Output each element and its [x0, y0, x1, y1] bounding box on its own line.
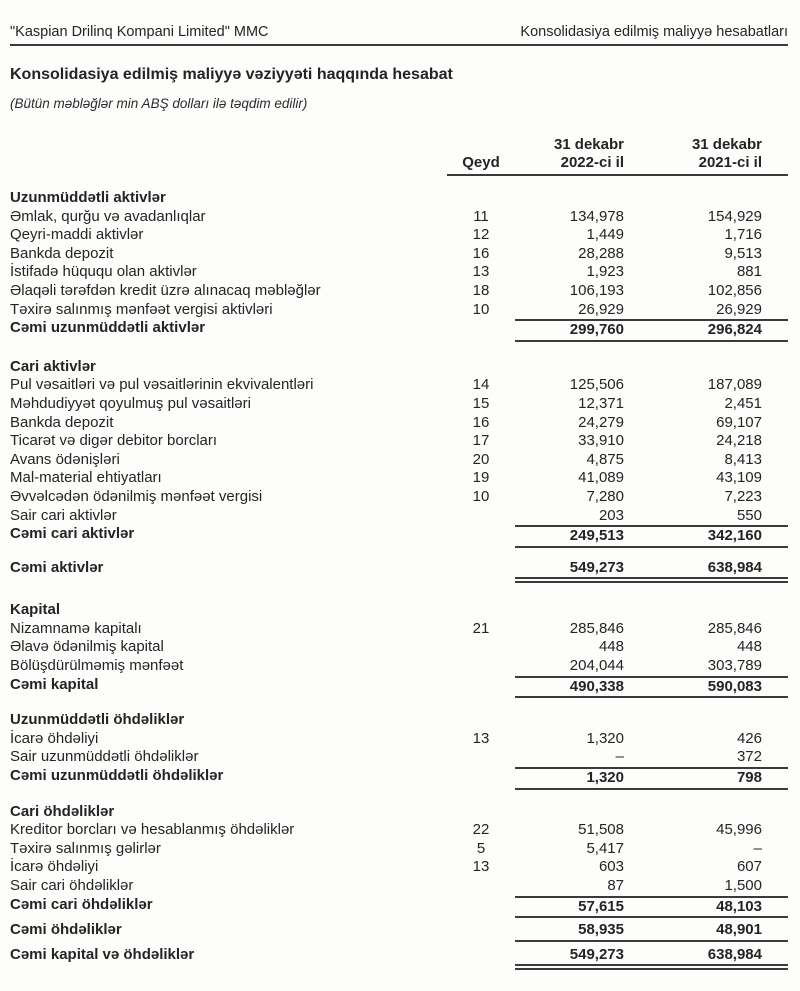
row-value-2022: 249,513 — [569, 527, 624, 545]
row-label: Bankda depozit — [10, 244, 114, 262]
row-values — [515, 676, 788, 699]
row-value-2021: 303,789 — [707, 657, 762, 675]
column-header-2021-line1: 31 dekabr — [691, 136, 762, 153]
section-header-row — [10, 803, 788, 822]
row-value-2022: 490,338 — [569, 677, 624, 695]
row-value-2022: – — [615, 748, 624, 766]
row-value-2021: 881 — [736, 263, 762, 281]
row-label: İcarə öhdəliyi — [10, 858, 99, 876]
row-values — [515, 711, 788, 730]
row-note — [447, 638, 515, 657]
row-value-2021: 1,500 — [724, 877, 762, 894]
row-value-2021: 26,929 — [716, 300, 762, 318]
row-label: Cəmi cari aktivlər — [10, 525, 135, 543]
row-note: 11 — [473, 207, 489, 225]
row-values — [515, 946, 788, 971]
row-note: 16 — [472, 413, 490, 431]
row-values — [515, 488, 788, 507]
row-value-2021: 102,856 — [707, 281, 762, 299]
row-value-2021: 550 — [736, 506, 762, 524]
row-values — [515, 395, 788, 414]
row-values — [515, 877, 788, 896]
report-type-label: Konsolidasiya edilmiş maliyyə hesabatları — [520, 24, 788, 40]
row-note — [447, 748, 515, 767]
row-label: Qeyri-maddi aktivlər — [10, 226, 144, 244]
row-value-2021: 607 — [736, 858, 762, 876]
row-note: 10 — [472, 487, 490, 505]
row-value-2021: 69,107 — [716, 413, 762, 431]
row-label: Nizamnamə kapitalı — [10, 619, 142, 637]
table-section — [10, 358, 788, 548]
row-note: 5 — [476, 839, 486, 857]
table-row — [10, 245, 788, 264]
row-label: Məhdudiyyət qoyulmuş pul vəsaitləri — [10, 394, 251, 412]
row-values — [515, 730, 788, 749]
row-label: Mal-material ehtiyatları — [10, 469, 162, 487]
row-values — [515, 245, 788, 264]
column-header-note: Qeyd — [462, 154, 500, 171]
row-note: 18 — [472, 281, 490, 299]
row-values — [515, 525, 788, 548]
row-note — [447, 601, 515, 620]
column-header-2022-line1: 31 dekabr — [553, 136, 624, 153]
table-row — [10, 432, 788, 451]
row-values — [515, 376, 788, 395]
row-values — [515, 189, 788, 208]
table-section — [10, 189, 788, 342]
row-value-2021: 9,513 — [724, 244, 762, 262]
row-note — [447, 921, 515, 942]
row-value-2022: 26,929 — [578, 300, 624, 318]
table-header-spacer — [10, 136, 447, 176]
table-row — [10, 469, 788, 488]
row-value-2022: 1,923 — [586, 263, 624, 281]
row-values — [515, 821, 788, 840]
row-note — [447, 767, 515, 790]
section-header-row — [10, 711, 788, 730]
page-title: Konsolidasiya edilmiş maliyyə vəziyyəti haqqında hesabat — [10, 66, 453, 83]
row-value-2022 — [515, 358, 652, 377]
table-section — [10, 803, 788, 942]
row-value-2022: 4,875 — [586, 450, 624, 468]
row-values — [515, 414, 788, 433]
row-value-2022: 448 — [598, 638, 624, 656]
row-value-2021: 45,996 — [716, 821, 762, 839]
row-note: 16 — [472, 244, 490, 262]
row-note — [447, 189, 515, 208]
row-label: Cari aktivlər — [10, 357, 96, 375]
row-value-2021: 8,413 — [724, 450, 762, 468]
table-row — [10, 263, 788, 282]
total-row — [10, 559, 788, 584]
row-value-2022: 24,279 — [578, 413, 624, 431]
row-label: Uzunmüddətli öhdəliklər — [10, 711, 185, 729]
row-note: 15 — [472, 394, 490, 412]
row-value-2022: 1,449 — [586, 226, 624, 244]
row-value-2021 — [652, 711, 788, 730]
table-row — [10, 730, 788, 749]
row-value-2021: 154,929 — [707, 207, 762, 225]
table-section — [10, 946, 788, 971]
row-note: 14 — [472, 376, 490, 394]
row-value-2021: 638,984 — [707, 558, 762, 576]
table-row — [10, 451, 788, 470]
table-row — [10, 282, 788, 301]
row-value-2022: 1,320 — [586, 769, 624, 787]
row-value-2022: 41,089 — [578, 469, 624, 487]
row-values — [515, 620, 788, 639]
row-value-2022: 12,371 — [578, 394, 624, 412]
row-label: Əlavə ödənilmiş kapital — [10, 638, 164, 656]
table-row — [10, 226, 788, 245]
total-row — [10, 946, 788, 971]
row-note: 13 — [472, 729, 490, 747]
row-label: İcarə öhdəliyi — [10, 729, 99, 747]
row-label: Pul vəsaitləri və pul vəsaitlərinin ekvivalentləri — [10, 376, 314, 394]
row-values — [515, 451, 788, 470]
table-row — [10, 208, 788, 227]
row-note — [447, 803, 515, 822]
row-values — [515, 767, 788, 790]
row-value-2022: 549,273 — [569, 558, 624, 576]
row-value-2022 — [515, 711, 652, 730]
row-value-2022: 28,288 — [578, 244, 624, 262]
row-note: 19 — [472, 469, 490, 487]
row-value-2021 — [652, 601, 788, 620]
row-value-2021: 590,083 — [707, 677, 762, 695]
row-value-2022: 7,280 — [586, 487, 624, 505]
table-section — [10, 601, 788, 698]
row-label: Cari öhdəliklər — [10, 802, 115, 820]
row-value-2021: 285,846 — [707, 619, 762, 637]
section-header-row — [10, 189, 788, 208]
row-value-2022: 125,506 — [569, 376, 624, 394]
row-values — [515, 638, 788, 657]
row-value-2021: 187,089 — [707, 376, 762, 394]
row-values — [515, 896, 788, 919]
row-note: 10 — [472, 300, 490, 318]
row-values — [515, 469, 788, 488]
row-value-2022 — [515, 189, 652, 208]
row-note: 13 — [472, 263, 490, 281]
row-value-2021 — [652, 803, 788, 822]
row-note — [447, 559, 515, 584]
row-label: Cəmi aktivlər — [10, 558, 104, 576]
row-label: Ticarət və digər debitor borcları — [10, 432, 218, 450]
table-body — [10, 189, 788, 970]
column-header-2022 — [515, 136, 652, 172]
row-label: Sair uzunmüddətli öhdəliklər — [10, 748, 199, 766]
row-value-2022: 106,193 — [569, 281, 624, 299]
table-row — [10, 376, 788, 395]
row-value-2021: 798 — [736, 769, 762, 787]
row-note — [447, 676, 515, 699]
row-note — [447, 896, 515, 919]
row-note — [447, 657, 515, 676]
row-value-2022: 87 — [607, 877, 624, 894]
row-values — [515, 840, 788, 859]
row-values — [515, 208, 788, 227]
row-note: 17 — [472, 432, 490, 450]
row-label: Cəmi kapital — [10, 675, 99, 693]
row-value-2021: 43,109 — [716, 469, 762, 487]
row-label: Kreditor borcları və hesablanmış öhdəliklər — [10, 821, 295, 839]
row-note — [447, 507, 515, 526]
row-note — [447, 946, 515, 971]
section-header-row — [10, 358, 788, 377]
total-row — [10, 319, 788, 342]
row-value-2022: 549,273 — [569, 945, 624, 963]
row-value-2021: 24,218 — [716, 432, 762, 450]
row-value-2021 — [652, 189, 788, 208]
row-label: Uzunmüddətli aktivlər — [10, 189, 166, 206]
row-values — [515, 282, 788, 301]
row-label: Təxirə salınmış gəlirlər — [10, 839, 161, 857]
row-label: Sair cari aktivlər — [10, 506, 117, 524]
row-values — [515, 858, 788, 877]
row-label: Bölüşdürülməmiş mənfəət — [10, 657, 184, 675]
row-value-2022: 603 — [598, 858, 624, 876]
row-note: 22 — [472, 821, 490, 839]
table-row — [10, 657, 788, 676]
table-row — [10, 877, 788, 896]
row-values — [515, 803, 788, 822]
row-note — [447, 358, 515, 377]
row-label: Təxirə salınmış mənfəət vergisi aktivləri — [10, 300, 273, 318]
section-header-row — [10, 601, 788, 620]
row-values — [515, 657, 788, 676]
table-row — [10, 395, 788, 414]
table-header — [10, 136, 788, 176]
row-note — [447, 877, 515, 896]
table-header-columns — [447, 136, 788, 176]
table-row — [10, 620, 788, 639]
row-label: Əmlak, qurğu və avadanlıqlar — [10, 207, 206, 225]
row-value-2022: 203 — [598, 506, 624, 524]
row-note: 20 — [472, 450, 490, 468]
row-value-2021: 48,901 — [716, 921, 762, 939]
row-label: Əlaqəli tərəfdən kredit üzrə alınacaq məbləğlər — [10, 281, 321, 299]
table-row — [10, 840, 788, 859]
total-row — [10, 921, 788, 942]
row-note: 21 — [472, 619, 490, 637]
row-value-2021: 638,984 — [707, 945, 762, 963]
table-row — [10, 488, 788, 507]
row-value-2022 — [515, 601, 652, 620]
row-value-2022: 285,846 — [569, 619, 624, 637]
balance-sheet-table — [10, 136, 788, 970]
row-values — [515, 921, 788, 942]
row-value-2021: 7,223 — [724, 487, 762, 505]
table-section — [10, 559, 788, 584]
units-note: (Bütün məbləğlər min ABŞ dolları ilə təqdim edilir) — [10, 96, 308, 111]
row-values — [515, 507, 788, 526]
row-value-2022: 33,910 — [578, 432, 624, 450]
row-values — [515, 432, 788, 451]
row-value-2022: 204,044 — [569, 657, 624, 675]
total-row — [10, 896, 788, 919]
table-row — [10, 414, 788, 433]
row-label: İstifadə hüququ olan aktivlər — [10, 263, 197, 281]
row-note — [447, 525, 515, 548]
row-values — [515, 748, 788, 767]
row-label: Cəmi öhdəliklər — [10, 921, 122, 939]
row-label: Cəmi kapital və öhdəliklər — [10, 945, 195, 963]
row-value-2021: 448 — [736, 638, 762, 656]
row-note: 12 — [472, 226, 490, 244]
row-value-2022 — [515, 803, 652, 822]
table-section — [10, 711, 788, 789]
row-value-2022: 299,760 — [569, 321, 624, 339]
total-row — [10, 525, 788, 548]
row-values — [515, 226, 788, 245]
row-value-2022: 5,417 — [586, 839, 624, 857]
row-values — [515, 319, 788, 342]
row-value-2021: 342,160 — [707, 527, 762, 545]
row-value-2021: – — [753, 839, 762, 857]
table-row — [10, 638, 788, 657]
table-row — [10, 748, 788, 767]
row-values — [515, 301, 788, 320]
row-value-2021: 426 — [736, 729, 762, 747]
row-value-2022: 57,615 — [578, 897, 624, 915]
row-value-2021: 2,451 — [724, 394, 762, 412]
row-label: Cəmi uzunmüddətli öhdəliklər — [10, 767, 224, 785]
row-value-2022: 134,978 — [569, 207, 624, 225]
row-value-2021 — [652, 358, 788, 377]
row-values — [515, 559, 788, 584]
column-header-years — [515, 136, 788, 172]
total-row — [10, 676, 788, 699]
row-values — [515, 601, 788, 620]
row-value-2022: 51,508 — [578, 821, 624, 839]
row-label: Cəmi cari öhdəliklər — [10, 895, 153, 913]
row-label: Avans ödənişləri — [10, 450, 120, 468]
table-row — [10, 821, 788, 840]
row-value-2021: 48,103 — [716, 897, 762, 915]
row-note — [447, 319, 515, 342]
row-value-2021: 1,716 — [724, 226, 762, 244]
row-value-2021: 296,824 — [707, 321, 762, 339]
row-label: Kapital — [10, 601, 61, 619]
column-header-2022-line2: 2022-ci il — [560, 154, 624, 171]
document-header — [10, 24, 788, 46]
row-note — [447, 711, 515, 730]
total-row — [10, 767, 788, 790]
row-values — [515, 358, 788, 377]
row-label: Bankda depozit — [10, 413, 114, 431]
column-header-2021-line2: 2021-ci il — [698, 154, 762, 171]
row-value-2022: 1,320 — [586, 729, 624, 747]
row-value-2022: 58,935 — [578, 921, 624, 939]
row-values — [515, 263, 788, 282]
company-name: "Kaspian Drilinq Kompani Limited" MMC — [10, 24, 269, 40]
row-value-2021: 372 — [736, 748, 762, 766]
table-row — [10, 507, 788, 526]
column-header-2021 — [652, 136, 788, 172]
row-label: Cəmi uzunmüddətli aktivlər — [10, 319, 206, 337]
table-row — [10, 858, 788, 877]
row-label: Əvvəlcədən ödənilmiş mənfəət vergisi — [10, 487, 263, 505]
table-row — [10, 301, 788, 320]
row-note: 13 — [472, 858, 490, 876]
row-label: Sair cari öhdəliklər — [10, 877, 134, 894]
